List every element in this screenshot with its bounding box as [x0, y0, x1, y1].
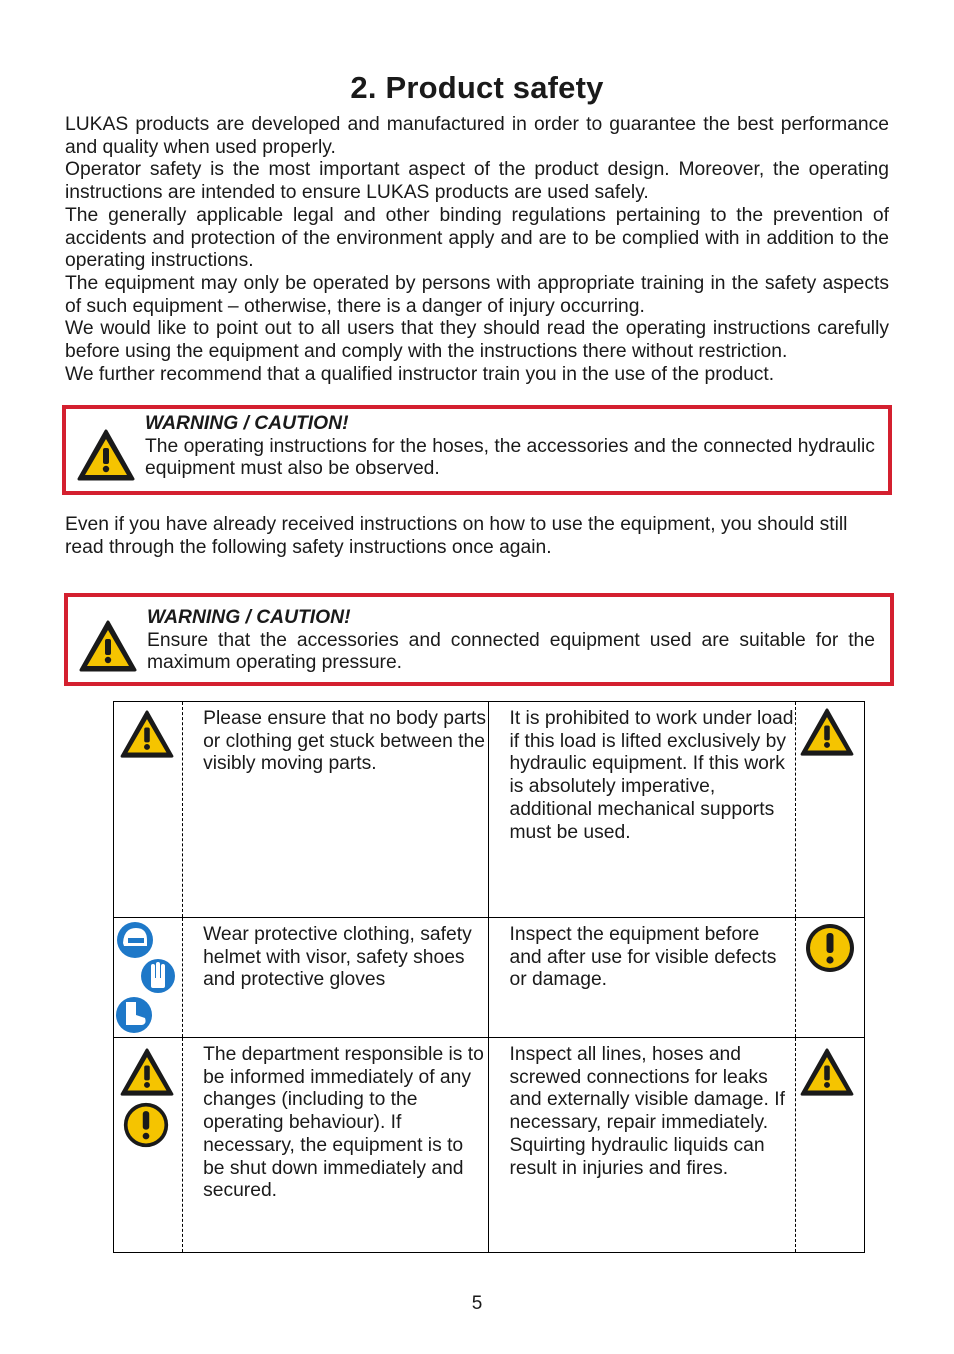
warning-text-block	[145, 413, 885, 481]
right-icon-cell	[795, 702, 864, 918]
gloves-icon	[141, 959, 175, 993]
warning-box-hoses	[62, 405, 892, 495]
warning-triangle-icon	[799, 707, 855, 757]
exclamation-circle-icon	[122, 1101, 170, 1149]
intro-paragraph: Operator safety is the most important aspect of the product design. Moreover, the operating instructions are intended to ensure LUKAS products are used safely.	[65, 159, 889, 204]
left-icon-cell	[114, 918, 183, 1038]
table-row	[114, 1038, 865, 1253]
right-icon-cell	[795, 918, 864, 1038]
intro-text	[65, 114, 889, 386]
table-row	[114, 918, 865, 1038]
helmet-visor-icon	[117, 922, 153, 958]
warning-triangle-icon	[78, 619, 138, 673]
warning-triangle-icon	[119, 709, 175, 759]
instruction-text: Inspect the equipment before and after use for visible defects or damage.	[489, 918, 795, 1038]
warning-box-pressure	[64, 593, 894, 686]
page-number: 5	[471, 1293, 483, 1314]
intro-paragraph: We would like to point out to all users that they should read the operating instructions carefully before using the equipment and comply with the instructions there without restriction.	[65, 318, 889, 363]
right-icon-cell	[795, 1038, 864, 1253]
intro-paragraph: We further recommend that a qualified instructor train you in the use of the product.	[65, 363, 775, 385]
left-icon-cell	[114, 702, 183, 918]
table-row	[114, 702, 865, 918]
safety-instructions-table	[113, 701, 865, 1253]
intro-paragraph: The equipment may only be operated by persons with appropriate training in the safety aspects of such equipment – otherwise, there is a danger of injury occurring.	[65, 272, 889, 317]
instruction-text: Inspect all lines, hoses and screwed connections for leaks and externally visible damage. If necessary, repair immediately. Squirting hydraulic liquids can result in injuries and fires.	[489, 1038, 795, 1253]
warning-title: WARNING / CAUTION!	[147, 607, 351, 628]
exclamation-circle-icon	[804, 922, 856, 974]
warning-title: WARNING / CAUTION!	[145, 413, 349, 434]
instruction-text: It is prohibited to work under load if this load is lifted exclusively by hydraulic equipment. If this work is absolutely imperative, additional mechanical supports must be used.	[489, 702, 795, 918]
warning-body: The operating instructions for the hoses, the accessories and the connected hydraulic equipment must also be observed.	[145, 435, 875, 480]
instruction-text: The department responsible is to be informed immediately of any changes (including to the operating behaviour). If necessary, the equipment is to be shut down immediately and secured.	[183, 1038, 489, 1253]
safety-boot-icon	[116, 997, 152, 1033]
ppe-icons	[114, 918, 180, 1036]
warning-triangle-icon	[119, 1047, 175, 1097]
page-title: 2. Product safety	[350, 70, 604, 105]
warning-triangle-icon	[799, 1047, 855, 1097]
warning-text-block	[147, 607, 875, 675]
instruction-text: Wear protective clothing, safety helmet with visor, safety shoes and protective gloves	[183, 918, 489, 1038]
reminder-paragraph: Even if you have already received instructions on how to use the equipment, you should still read through the following safety instructions once again.	[65, 514, 848, 558]
instruction-text: Please ensure that no body parts or clothing get stuck between the visibly moving parts.	[183, 702, 489, 918]
left-icon-cell	[114, 1038, 183, 1253]
intro-paragraph: LUKAS products are developed and manufactured in order to guarantee the best performance and quality when used properly.	[65, 114, 889, 158]
intro-paragraph: The generally applicable legal and other binding regulations pertaining to the prevention of accidents and protection of the environment apply and are to be complied with in addition to the operating instructions.	[65, 204, 889, 272]
warning-body: Ensure that the accessories and connected equipment used are suitable for the maximum operating pressure.	[147, 629, 875, 674]
warning-triangle-icon	[76, 428, 136, 482]
